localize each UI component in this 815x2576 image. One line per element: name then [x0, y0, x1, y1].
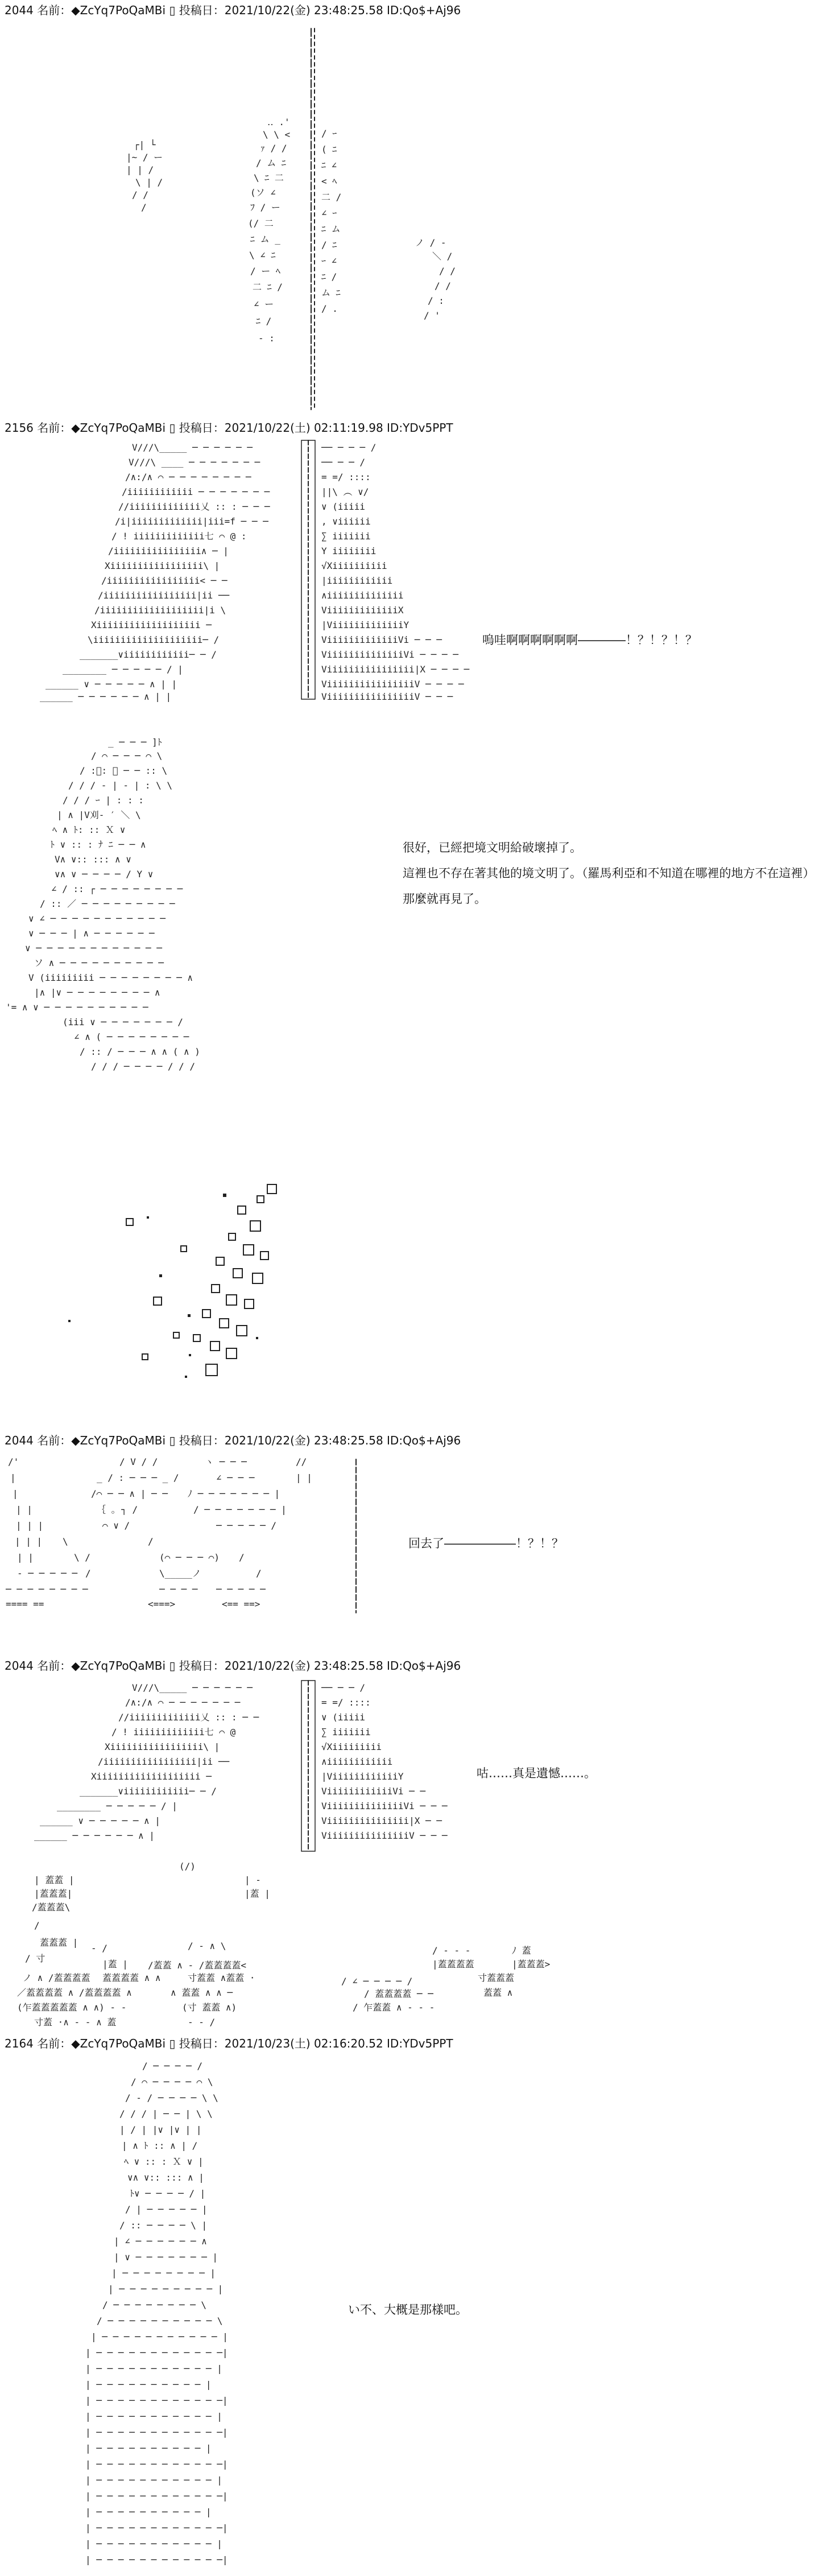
svg-text:| | |: | | |	[16, 1520, 44, 1531]
svg-text:|蓋蓋蓋|: |蓋蓋蓋|	[34, 1888, 73, 1899]
svg-text://iiiiiiiiiiiii乂 :: : ─ ─: //iiiiiiiiiiiii乂 :: : ─ ─	[118, 1712, 259, 1723]
svg-text:‐ ‐ /: ‐ ‐ /	[188, 2017, 216, 2028]
svg-text:/iiiiiiiiiiiiiiiii|ii ──: /iiiiiiiiiiiiiiiii|ii ──	[98, 1756, 230, 1767]
svg-text:/ .: / .	[321, 303, 338, 314]
svg-text:─ ─ ─ ─ ─: ─ ─ ─ ─ ─	[216, 1584, 266, 1595]
speech-line: 那麼就再見了。	[403, 892, 486, 906]
speech-line: 嗚哇啊啊啊啊啊啊――――！？！？！？	[482, 633, 697, 647]
svg-text:|蓋 |: |蓋 |	[102, 1959, 128, 1970]
svg-text:| ─ ─ ─ ─ ─ ─ ─ ─ ─ ─ ─ ─|: | ─ ─ ─ ─ ─ ─ ─ ─ ─ ─ ─ ─|	[85, 2395, 228, 2406]
svg-text:- :: - :	[258, 333, 275, 344]
svg-text:ヽ ─ ─ ─: ヽ ─ ─ ─	[205, 1456, 247, 1467]
svg-text:| ─ ─ ─ ─ ─ ─ ─ ─ ─ ─ |: | ─ ─ ─ ─ ─ ─ ─ ─ ─ ─ |	[85, 2379, 212, 2390]
svg-text:/ ! iiiiiiiiiiiii七 ⌒ @: / ! iiiiiiiiiiiii七 ⌒ @	[111, 1727, 236, 1737]
svg-text:/ ─ ─ ─ ─ ─ ─ ─ ─ ─ ─ \: / ─ ─ ─ ─ ─ ─ ─ ─ ─ ─ \	[97, 2315, 223, 2326]
svg-text:_______∨iiiiiiiiiiii─ ─ /: _______∨iiiiiiiiiiii─ ─ /	[80, 1786, 217, 1797]
svg-text:V///\_____ ─ ─ ─ ─ ─ ─: V///\_____ ─ ─ ─ ─ ─ ─	[132, 1682, 253, 1693]
svg-text:/ ⌒ ─ ─ ─ ─ ⌒ \: / ⌒ ─ ─ ─ ─ ⌒ \	[131, 2077, 213, 2087]
svg-text:|∧ |∨ ─ ─ ─ ─ ─ ─ ─ ─ ∧: |∧ |∨ ─ ─ ─ ─ ─ ─ ─ ─ ∧	[34, 987, 160, 998]
svg-text:(乍蓋蓋蓋蓋蓋 ∧ ∧) ‐ ‐: (乍蓋蓋蓋蓋蓋 ∧ ∧) ‐ ‐	[17, 2002, 127, 2013]
svg-text:/ :: ／ ─ ─ ─ ─ ─ ─ ─ ─ ─: / :: ／ ─ ─ ─ ─ ─ ─ ─ ─ ─	[40, 898, 175, 909]
svg-text:寸蓋蓋 ∧蓋蓋 ·: 寸蓋蓋 ∧蓋蓋 ·	[188, 1972, 255, 1983]
svg-text:/ :: / :	[428, 295, 444, 306]
svg-text:ViiiiiiiiiiiiiiVi ─ ─ ─: ViiiiiiiiiiiiiiVi ─ ─ ─	[321, 1801, 448, 1811]
svg-text:∨ ─ ─ ─ ─ ─ ─ ─ ─ ─ ─ ─ ─: ∨ ─ ─ ─ ─ ─ ─ ─ ─ ─ ─ ─ ─	[25, 943, 162, 953]
svg-text:| |: | |	[17, 1552, 34, 1563]
svg-text:/ ─ ─ ─ ─ /: / ─ ─ ─ ─ /	[142, 2061, 202, 2071]
svg-text:/ ‐ ‐ ‐: / ‐ ‐ ‐	[432, 1945, 471, 1956]
svg-text:ViiiiiiiiiiiiVi ─ ─: ViiiiiiiiiiiiVi ─ ─	[321, 1786, 426, 1797]
svg-text:| ─ ─ ─ ─ ─ ─ ─ ─ ─ ─ ─ ─|: | ─ ─ ─ ─ ─ ─ ─ ─ ─ ─ ─ ─|	[85, 2427, 228, 2438]
svg-text:(iii ∨ ─ ─ ─ ─ ─ ─ ─ /: (iii ∨ ─ ─ ─ ─ ─ ─ ─ /	[63, 1017, 183, 1027]
svg-text:ViiiiiiiiiiiiiVi ─ ─ ─: ViiiiiiiiiiiiiVi ─ ─ ─	[321, 634, 442, 645]
svg-text:/iiiiiiiiiiiiiiii∧ ─ |: /iiiiiiiiiiiiiiii∧ ─ |	[108, 546, 229, 556]
ascii-art-scene	[0, 23, 682, 415]
svg-text:─ ─ ─ ─ ─ /: ─ ─ ─ ─ ─ /	[216, 1520, 276, 1531]
svg-text:\ ∠ ﾆ: \ ∠ ﾆ	[249, 250, 276, 261]
svg-text://: //	[296, 1456, 307, 1467]
svg-text:二 ﾆ /: 二 ﾆ /	[253, 282, 283, 292]
svg-text:\ ﾆ 二: \ ﾆ 二	[254, 172, 284, 183]
svg-text:/蓋蓋蓋\: /蓋蓋蓋\	[32, 1902, 71, 1913]
svg-text:( ﾆ: ( ﾆ	[321, 144, 337, 155]
svg-text:| ─ ─ ─ ─ ─ ─ ─ ─ ─ ─ ─ |: | ─ ─ ─ ─ ─ ─ ─ ─ ─ ─ ─ |	[85, 2411, 222, 2422]
svg-text:ｧ / /: ｧ / /	[260, 143, 287, 154]
svg-text:ﾆ /: ﾆ /	[256, 316, 272, 327]
speech-line: 這裡也不存在著其他的境文明了。（羅馬利亞和不知道在哪裡的地方不在這裡）	[403, 866, 815, 880]
svg-text:/ ─ ─ ─ ─ ─ ─ ─ |: / ─ ─ ─ ─ ─ ─ ─ |	[193, 1504, 287, 1515]
svg-text:ViiiiiiiiiiiiiiiV ─ ─ ─: ViiiiiiiiiiiiiiiV ─ ─ ─	[321, 1830, 448, 1841]
svg-text:ﾉ ─ ─ ─ ─ ─ ─ ─ |: ﾉ ─ ─ ─ ─ ─ ─ ─ |	[188, 1488, 280, 1499]
svg-text:|: |	[10, 1472, 16, 1483]
svg-text:||\ ︵ ∨/: ||\ ︵ ∨/	[321, 486, 369, 497]
svg-text:| ─ ─ ─ ─ ─ ─ ─ ─ ─ ─ ─ ─|: | ─ ─ ─ ─ ─ ─ ─ ─ ─ ─ ─ ─|	[85, 2523, 228, 2533]
dissolve-fragments	[0, 1183, 682, 1411]
svg-text:<===>: <===>	[148, 1599, 176, 1609]
ascii-art-scene	[0, 1454, 682, 1630]
svg-text:Viiiiiiiiiiiiiiii|X ─ ─ ─ ─: Viiiiiiiiiiiiiiii|X ─ ─ ─ ─	[321, 664, 470, 675]
svg-text:|蓋蓋蓋蓋: |蓋蓋蓋蓋	[432, 1959, 474, 1970]
svg-text:/: /	[34, 1920, 40, 1931]
svg-text:/∧:/∧ ⌒ ─ ─ ─ ─ ─ ─ ─ ─: /∧:/∧ ⌒ ─ ─ ─ ─ ─ ─ ─ ─	[125, 472, 251, 482]
svg-text:/: /	[85, 1568, 91, 1579]
svg-text:Xiiiiiiiiiiiiiiiiiii ─: Xiiiiiiiiiiiiiiiiiii ─	[91, 620, 212, 630]
svg-text:ﾆ ム _: ﾆ ム _	[250, 234, 280, 245]
svg-text:/∧:/∧ ⌒ ─ ─ ─ ─ ─ ─ ─: /∧:/∧ ⌒ ─ ─ ─ ─ ─ ─ ─	[125, 1697, 241, 1708]
svg-text:| ─ ─ ─ ─ ─ ─ ─ ─ ─ ─ ─ |: | ─ ─ ─ ─ ─ ─ ─ ─ ─ ─ ─ |	[85, 2475, 222, 2486]
svg-text:ﾉ 蓋: ﾉ 蓋	[512, 1945, 531, 1956]
svg-text:\ | /: \ | /	[135, 177, 163, 188]
svg-text:\_____ノ: \_____ノ	[159, 1568, 201, 1579]
svg-text:⌒ ∨ /: ⌒ ∨ /	[102, 1520, 130, 1531]
svg-text:｛ ｡ ┐ /: ｛ ｡ ┐ /	[97, 1504, 138, 1515]
svg-text:/ ⌒ ─ ─ ─ ⌒ \: / ⌒ ─ ─ ─ ⌒ \	[91, 750, 163, 761]
svg-text:∨ (iiiii: ∨ (iiiii	[321, 501, 366, 512]
svg-text:______ ─ ─ ─ ─ ─ ─ ∧ | |: ______ ─ ─ ─ ─ ─ ─ ∧ | |	[40, 691, 172, 702]
svg-text:/ 乍蓋蓋 ∧ ‐ ‐ ‐: / 乍蓋蓋 ∧ ‐ ‐ ‐	[353, 2002, 435, 2013]
svg-text:| ∠ ─ ─ ─ ─ ─ ─ ∧: | ∠ ─ ─ ─ ─ ─ ─ ∧	[114, 2236, 207, 2247]
svg-text:┌| └: ┌| └	[134, 139, 156, 150]
post-header: 2156 名前：◆ZcYq7PoQaMBi ▯ 投稿日：2021/10/22(土) 02:11:19.98 ID:YDv5PPT	[5, 421, 453, 435]
svg-text:蓋蓋蓋蓋 ∧ ∧: 蓋蓋蓋蓋 ∧ ∧	[102, 1972, 161, 1983]
svg-text:| ─ ─ ─ ─ ─ ─ ─ ─ ─ ─ ─ ─|: | ─ ─ ─ ─ ─ ─ ─ ─ ─ ─ ─ ─|	[85, 2347, 228, 2358]
svg-text:| | /: | | /	[126, 164, 154, 175]
svg-text:/ ‐ / ─ ─ ─ ─ \ \: / ‐ / ─ ─ ─ ─ \ \	[125, 2092, 218, 2103]
svg-text:∑ iiiiiii: ∑ iiiiiii	[321, 531, 371, 542]
svg-text:/: /	[239, 1552, 245, 1563]
svg-text:| | |: | | |	[15, 1536, 43, 1547]
svg-text:∨ (iiiii: ∨ (iiiii	[321, 1712, 366, 1723]
svg-text:Viiiiiiiiiiiiiii|X ─ ─: Viiiiiiiiiiiiiii|X ─ ─	[321, 1815, 442, 1826]
svg-text:ﾍ ∨ :: : Ｘ ∨ |: ﾍ ∨ :: : Ｘ ∨ |	[124, 2156, 204, 2167]
svg-text:/ ∠ ─ ─ ─ ─ /: / ∠ ─ ─ ─ ─ /	[341, 1976, 413, 1987]
svg-text:/ / / ─ ─ ─ ─ / / /: / / / ─ ─ ─ ─ / / /	[91, 1061, 196, 1072]
post-header: 2164 名前：◆ZcYq7PoQaMBi ▯ 投稿日：2021/10/23(土) 02:16:20.52 ID:YDv5PPT	[5, 2037, 453, 2050]
svg-text:/ :: / ─ ─ ─ ∧ ∧ ( ∧ ): / :: / ─ ─ ─ ∧ ∧ ( ∧ )	[80, 1046, 200, 1057]
svg-text:______ ∨ ─ ─ ─ ─ ─ ∧ |: ______ ∨ ─ ─ ─ ─ ─ ∧ |	[40, 1815, 160, 1826]
speech-line: 很好，已經把境文明給破壞掉了。	[403, 841, 582, 854]
svg-text:|ViiiiiiiiiiiiiY: |ViiiiiiiiiiiiiY	[321, 620, 409, 630]
svg-text:Xiiiiiiiiiiiiiiiii\ |: Xiiiiiiiiiiiiiiiii\ |	[105, 560, 220, 571]
svg-text:| ─ ─ ─ ─ ─ ─ ─ ─ ─ ─ ─ |: | ─ ─ ─ ─ ─ ─ ─ ─ ─ ─ ─ |	[85, 2538, 222, 2549]
svg-text:ノ ∧ /蓋蓋蓋蓋: ノ ∧ /蓋蓋蓋蓋	[23, 1972, 90, 1983]
svg-text:________ ─ ─ ─ ─ ─ / |: ________ ─ ─ ─ ─ ─ / |	[57, 1801, 177, 1811]
svg-text:ノ / ‐: ノ / ‐	[415, 237, 446, 248]
svg-text:─ ─ ─ ─: ─ ─ ─ ─	[159, 1584, 198, 1595]
svg-text:── ─ ─ /: ── ─ ─ /	[321, 457, 366, 468]
svg-text:/ ─ ─ ─ ─ ─ ─ ─ ─ \: / ─ ─ ─ ─ ─ ─ ─ ─ \	[102, 2300, 207, 2310]
post-header: 2044 名前：◆ZcYq7PoQaMBi ▯ 投稿日：2021/10/22(金) 23:48:25.58 ID:Qo$+Aj96	[5, 3, 461, 17]
svg-text:| 蓋蓋 |: | 蓋蓋 |	[34, 1875, 75, 1885]
post-header: 2044 名前：◆ZcYq7PoQaMBi ▯ 投稿日：2021/10/22(金) 23:48:25.58 ID:Qo$+Aj96	[5, 1659, 461, 1673]
svg-text:/ / / ‐ | ‐ | : \ \: / / / ‐ | ‐ | : \ \	[68, 780, 173, 791]
svg-text:∧iiiiiiiiiiii: ∧iiiiiiiiiiii	[321, 1756, 393, 1767]
svg-text:|: |	[13, 1488, 18, 1499]
svg-text:蓋蓋蓋 |: 蓋蓋蓋 |	[40, 1937, 78, 1948]
svg-text:∧ 蓋蓋 ∧ ∧ ─: ∧ 蓋蓋 ∧ ∧ ─	[171, 1987, 233, 1998]
svg-text:/iiiiiiiiiiiiiiiii|ii ──: /iiiiiiiiiiiiiiiii|ii ──	[98, 590, 230, 601]
svg-text:| |: | |	[296, 1472, 312, 1483]
svg-text:/ ﾆ: / ﾆ	[321, 240, 337, 250]
svg-text:________ ─ ─ ─ ─ ─ / |: ________ ─ ─ ─ ─ ─ / |	[63, 664, 183, 675]
svg-text:\iiiiiiiiiiiiiiiiiiii─ /: \iiiiiiiiiiiiiiiiiiii─ /	[88, 634, 220, 645]
svg-text:ﾄ∨ ─ ─ ─ ─ / |: ﾄ∨ ─ ─ ─ ─ / |	[130, 2188, 206, 2199]
svg-text:|蓋 |: |蓋 |	[245, 1888, 270, 1899]
svg-text:| ∧ |V刈- ′ ＼ \: | ∧ |V刈- ′ ＼ \	[57, 810, 141, 820]
svg-text:| ∨ ─ ─ ─ ─ ─ ─ ─ |: | ∨ ─ ─ ─ ─ ─ ─ ─ |	[114, 2252, 218, 2263]
speech-line: い不、大概是那樣吧。	[348, 2303, 468, 2317]
svg-text:V∧ ∨:: ::: ∧ ∨: V∧ ∨:: ::: ∧ ∨	[55, 854, 131, 865]
ascii-art-scene	[0, 438, 682, 705]
svg-text:ﾄ ∨ :: : ﾅ ﾆ ─ ─ ∧: ﾄ ∨ :: : ﾅ ﾆ ─ ─ ∧	[50, 839, 146, 850]
svg-text:'= ∧ ∨ ─ ─ ─ ─ ─ ─ ─ ─ ─ ─: '= ∧ ∨ ─ ─ ─ ─ ─ ─ ─ ─ ─ ─	[6, 1002, 148, 1013]
svg-text:V///\ ____ ─ ─ ─ ─ ─ ─ ─: V///\ ____ ─ ─ ─ ─ ─ ─ ─	[129, 457, 260, 468]
svg-text:/: /	[148, 1536, 154, 1547]
svg-text:/ ': / '	[424, 310, 440, 321]
svg-text:(寸 蓋蓋 ∧): (寸 蓋蓋 ∧)	[182, 2002, 237, 2013]
svg-text:‐ ─ ─ ─ ─ ─: ‐ ─ ─ ─ ─ ─	[17, 1568, 77, 1579]
svg-text:\: \	[63, 1536, 68, 1547]
svg-text:______ ∨ ─ ─ ─ ─ ─ ∧ | |: ______ ∨ ─ ─ ─ ─ ─ ∧ | |	[45, 679, 177, 690]
svg-text:ﾍ ∧ ﾄ: :: Ｘ ∨: ﾍ ∧ ﾄ: :: Ｘ ∨	[52, 824, 126, 835]
svg-text:/⌒ ─ ─ ∧ | ─ ─: /⌒ ─ ─ ∧ | ─ ─	[91, 1488, 168, 1499]
svg-text:| ─ ─ ─ ─ ─ ─ ─ ─ ─ ─ ─ ─|: | ─ ─ ─ ─ ─ ─ ─ ─ ─ ─ ─ ─|	[85, 2554, 228, 2565]
svg-text:(/ 二: (/ 二	[248, 218, 274, 229]
svg-text:| ‐: | ‐	[245, 1875, 261, 1885]
svg-text:(⌒ ─ ─ ─ ⌒): (⌒ ─ ─ ─ ⌒)	[159, 1552, 220, 1563]
svg-text:寸蓋蓋蓋: 寸蓋蓋蓋	[478, 1972, 515, 1983]
svg-text:(/): (/)	[179, 1861, 196, 1872]
svg-text:|蓋蓋蓋>: |蓋蓋蓋>	[512, 1959, 551, 1970]
svg-text:| ─ ─ ─ ─ ─ ─ ─ ─ ─ ─ |: | ─ ─ ─ ─ ─ ─ ─ ─ ─ ─ |	[85, 2443, 212, 2454]
svg-text:/ / / ｰ | : : :: / / / ｰ | : : :	[63, 795, 144, 806]
svg-text:/ ‐ ∧ \: / ‐ ∧ \	[188, 1941, 226, 1951]
svg-text:ﾌ / ー: ﾌ / ー	[250, 202, 280, 213]
svg-text:/': /'	[8, 1456, 19, 1467]
svg-text:/ | ─ ─ ─ ─ ─ |: / | ─ ─ ─ ─ ─ |	[125, 2204, 208, 2215]
svg-text:| ─ ─ ─ ─ ─ ─ ─ ─ ─ ─ ─ ─|: | ─ ─ ─ ─ ─ ─ ─ ─ ─ ─ ─ ─|	[85, 2491, 228, 2501]
svg-text:＼ /: ＼ /	[432, 251, 453, 262]
svg-text:/i|iiiiiiiiiiiii|iii=f ─ ─ ─: /i|iiiiiiiiiiiii|iii=f ─ ─ ─	[115, 516, 268, 527]
svg-text:∨∧ ∨:: ::: ∧ |: ∨∧ ∨:: ::: ∧ |	[127, 2172, 204, 2183]
svg-text:∑ iiiiiii: ∑ iiiiiii	[321, 1727, 371, 1737]
svg-text:∠ / :: ┌ ─ ─ ─ ─ ─ ─ ─ ─: ∠ / :: ┌ ─ ─ ─ ─ ─ ─ ─ ─	[51, 884, 183, 894]
svg-text:/: /	[141, 202, 147, 213]
svg-text:二 /: 二 /	[321, 192, 342, 203]
svg-text:∠ ∧ ( ─ ─ ─ ─ ─ ─ ─ ─: ∠ ∧ ( ─ ─ ─ ─ ─ ─ ─ ─	[74, 1031, 189, 1042]
svg-text:| ─ ─ ─ ─ ─ ─ ─ ─ ─ ─ ─ ─|: | ─ ─ ─ ─ ─ ─ ─ ─ ─ ─ ─ ─|	[85, 2459, 228, 2470]
svg-text:= =/ ::::: = =/ ::::	[321, 472, 371, 482]
svg-text:/ V / /: / V / /	[119, 1456, 158, 1467]
svg-text:ViiiiiiiiiiiiiiiiV ─ ─ ─ ─: ViiiiiiiiiiiiiiiiV ─ ─ ─ ─	[321, 679, 464, 690]
svg-text:|ViiiiiiiiiiiiY: |ViiiiiiiiiiiiY	[321, 1771, 404, 1782]
speech-line: 咕……真是遺憾……。	[477, 1766, 596, 1780]
svg-text:蓋蓋 ∧: 蓋蓋 ∧	[483, 1987, 513, 1998]
svg-text:/ /: / /	[132, 189, 148, 200]
svg-text:寸蓋 ·∧ ‐ ‐ ∧ 蓋: 寸蓋 ·∧ ‐ ‐ ∧ 蓋	[34, 2017, 117, 2028]
svg-text://iiiiiiiiiiiii乂 :: : ─ ─ ─: //iiiiiiiiiiiii乂 :: : ─ ─ ─	[118, 501, 270, 512]
svg-text:ﾆ ム: ﾆ ム	[321, 224, 341, 234]
svg-text:/ ｰ: / ｰ	[321, 128, 337, 139]
svg-text:── ─ ─ ─ /: ── ─ ─ ─ /	[321, 442, 377, 453]
ascii-art-scene	[0, 2057, 682, 2574]
svg-text:| ─ ─ ─ ─ ─ ─ ─ ─ ─ ─ ─ |: | ─ ─ ─ ─ ─ ─ ─ ─ ─ ─ ─ |	[85, 2363, 222, 2374]
post-header: 2044 名前：◆ZcYq7PoQaMBi ▯ 投稿日：2021/10/22(金) 23:48:25.58 ID:Qo$+Aj96	[5, 1434, 461, 1447]
svg-text:/iiiiiiiiiiiiiiiii< ─ ─: /iiiiiiiiiiiiiiiii< ─ ─	[101, 575, 227, 586]
ascii-art-scene	[0, 1860, 682, 2031]
svg-text:ｰ ∠: ｰ ∠	[321, 255, 337, 266]
svg-text:─ ─ ─ ─ ─ ─ ─ ─: ─ ─ ─ ─ ─ ─ ─ ─	[6, 1584, 88, 1595]
svg-text:(ソ ∠: (ソ ∠	[250, 187, 276, 198]
svg-text:∨ ─ ─ ─ | ∧ ─ ─ ─ ─ ─ ─: ∨ ─ ─ ─ | ∧ ─ ─ ─ ─ ─ ─	[28, 928, 155, 939]
svg-text:/ / / | ─ ─ | \ \: / / / | ─ ─ | \ \	[119, 2108, 213, 2119]
svg-text:∨∧ ∨ ─ ─ ─ ─ / Y ∨: ∨∧ ∨ ─ ─ ─ ─ / Y ∨	[55, 869, 154, 880]
svg-text:Xiiiiiiiiiiiiiiiii\ |: Xiiiiiiiiiiiiiiiii\ |	[105, 1741, 220, 1752]
svg-text:/ :ﾞ: ー ─ ─ :: \: / :ﾞ: ー ─ ─ :: \	[80, 765, 168, 776]
svg-text:| ─ ─ ─ ─ ─ ─ ─ ─ ─ ─ ─ |: | ─ ─ ─ ─ ─ ─ ─ ─ ─ ─ ─ |	[91, 2331, 228, 2342]
svg-text:V (iiiiiiiii ─ ─ ─ ─ ─ ─ ─ ─ ∧: V (iiiiiiiii ─ ─ ─ ─ ─ ─ ─ ─ ∧	[28, 972, 193, 983]
svg-text:── ─ ─ /: ── ─ ─ /	[321, 1682, 366, 1693]
svg-text:∧iiiiiiiiiiiiii: ∧iiiiiiiiiiiiii	[321, 590, 404, 601]
svg-text:/iiiiiiiiiiiiiiiiiii|i \: /iiiiiiiiiiiiiiiiiii|i \	[94, 605, 226, 616]
svg-text:/ 蓋蓋蓋蓋 ─ ─: / 蓋蓋蓋蓋 ─ ─	[364, 1988, 433, 1999]
svg-text:< ﾍ: < ﾍ	[321, 176, 337, 187]
svg-text:/蓋蓋 ∧ ‐ /蓋蓋蓋蓋<: /蓋蓋 ∧ ‐ /蓋蓋蓋蓋<	[148, 1960, 247, 1971]
svg-text:‥ .': ‥ .'	[267, 117, 290, 127]
svg-text:| |: | |	[16, 1504, 32, 1515]
svg-text:/ :: ─ ─ ─ ─ \ |: / :: ─ ─ ─ ─ \ |	[119, 2220, 208, 2231]
svg-text:| ─ ─ ─ ─ ─ ─ ─ ─ ─ |: | ─ ─ ─ ─ ─ ─ ─ ─ ─ |	[108, 2284, 224, 2294]
svg-text:\ /: \ /	[74, 1552, 90, 1563]
svg-text:ViiiiiiiiiiiiiX: ViiiiiiiiiiiiiX	[321, 605, 404, 616]
svg-text:|iiiiiiiiiiii: |iiiiiiiiiiii	[321, 575, 393, 586]
svg-text:／蓋蓋蓋蓋 ∧ /蓋蓋蓋蓋 ∧: ／蓋蓋蓋蓋 ∧ /蓋蓋蓋蓋 ∧	[17, 1987, 132, 1998]
svg-text:______ ─ ─ ─ ─ ─ ─ ∧ |: ______ ─ ─ ─ ─ ─ ─ ∧ |	[34, 1830, 155, 1841]
svg-text:| ─ ─ ─ ─ ─ ─ ─ ─ ─ ─ |: | ─ ─ ─ ─ ─ ─ ─ ─ ─ ─ |	[85, 2507, 212, 2517]
svg-text:_______∨iiiiiiiiiiii─ ─ /: _______∨iiiiiiiiiiii─ ─ /	[80, 649, 217, 660]
svg-text:<== ==>: <== ==>	[222, 1599, 260, 1609]
svg-text:/ ム ﾆ: / ム ﾆ	[256, 158, 286, 168]
svg-text:ViiiiiiiiiiiiiiVi ─ ─ ─ ─: ViiiiiiiiiiiiiiVi ─ ─ ─ ─	[321, 649, 458, 660]
svg-text:ﾆ ∠: ﾆ ∠	[321, 160, 337, 171]
svg-text:ﾆ /: ﾆ /	[321, 271, 337, 282]
svg-text:∠ ｰ: ∠ ｰ	[321, 208, 337, 218]
ascii-art-scene	[0, 734, 682, 1081]
svg-text:/ ! iiiiiiiiiiiii七 ⌒ @ :: / ! iiiiiiiiiiiii七 ⌒ @ :	[111, 531, 247, 542]
svg-text:| / | |∨ |∨ | |: | / | |∨ |∨ | |	[119, 2124, 202, 2135]
svg-text:/ 寸: / 寸	[25, 1953, 45, 1964]
svg-text:| ─ ─ ─ ─ ─ ─ ─ ─ |: | ─ ─ ─ ─ ─ ─ ─ ─ |	[111, 2268, 216, 2278]
svg-text:\ \ <: \ \ <	[263, 129, 291, 140]
svg-text:/: /	[256, 1568, 262, 1579]
svg-text:V///\_____ ─ ─ ─ ─ ─ ─: V///\_____ ─ ─ ─ ─ ─ ─	[132, 442, 253, 453]
svg-text:, ∨iiiiii: , ∨iiiiii	[321, 516, 371, 527]
svg-text:/ /: / /	[439, 266, 456, 276]
svg-text:/iiiiiiiiiiii ─ ─ ─ ─ ─ ─ ─: /iiiiiiiiiiii ─ ─ ─ ─ ─ ─ ─	[122, 486, 270, 497]
svg-text:Y iiiiiiii: Y iiiiiiii	[321, 546, 377, 556]
svg-text:∠ ー: ∠ ー	[254, 299, 274, 309]
svg-text:==== ==: ==== ==	[6, 1599, 44, 1609]
svg-text:∠ ─ ─ ─: ∠ ─ ─ ─	[216, 1472, 255, 1483]
svg-text:= =/ ::::: = =/ ::::	[321, 1697, 371, 1708]
svg-text:| ∧ ﾄ :: ∧ | /: | ∧ ﾄ :: ∧ | /	[122, 2140, 198, 2151]
svg-text:_ ─ ─ ─ ]ﾄ: _ ─ ─ ─ ]ﾄ	[108, 737, 162, 748]
svg-text:√Xiiiiiiiii: √Xiiiiiiiii	[321, 1741, 382, 1752]
speech-line: 回去了――――――！？！？	[408, 1537, 564, 1550]
svg-text:/ ー ﾍ: / ー ﾍ	[250, 266, 280, 276]
svg-text:_ / : ─ ─ ─ _ /: _ / : ─ ─ ─ _ /	[97, 1472, 179, 1483]
svg-text:∨ ∠ ─ ─ ─ ─ ─ ─ ─ ─ ─ ─ ─: ∨ ∠ ─ ─ ─ ─ ─ ─ ─ ─ ─ ─ ─	[28, 913, 166, 924]
svg-text:|~ / ー: |~ / ー	[126, 152, 163, 163]
svg-text:ViiiiiiiiiiiiiiiiV ─ ─ ─: ViiiiiiiiiiiiiiiiV ─ ─ ─	[321, 691, 453, 702]
svg-text:Xiiiiiiiiiiiiiiiiiii ─: Xiiiiiiiiiiiiiiiiiii ─	[91, 1771, 212, 1782]
svg-text:ソ ∧ ─ ─ ─ ─ ─ ─ ─ ─ ─ ─: ソ ∧ ─ ─ ─ ─ ─ ─ ─ ─ ─ ─	[34, 957, 164, 968]
svg-text:ム ﾆ: ム ﾆ	[321, 287, 341, 298]
svg-text:/ /: / /	[435, 280, 451, 291]
svg-text:‐ /: ‐ /	[91, 1943, 107, 1954]
svg-text:√Xiiiiiiiiii: √Xiiiiiiiiii	[321, 560, 387, 571]
